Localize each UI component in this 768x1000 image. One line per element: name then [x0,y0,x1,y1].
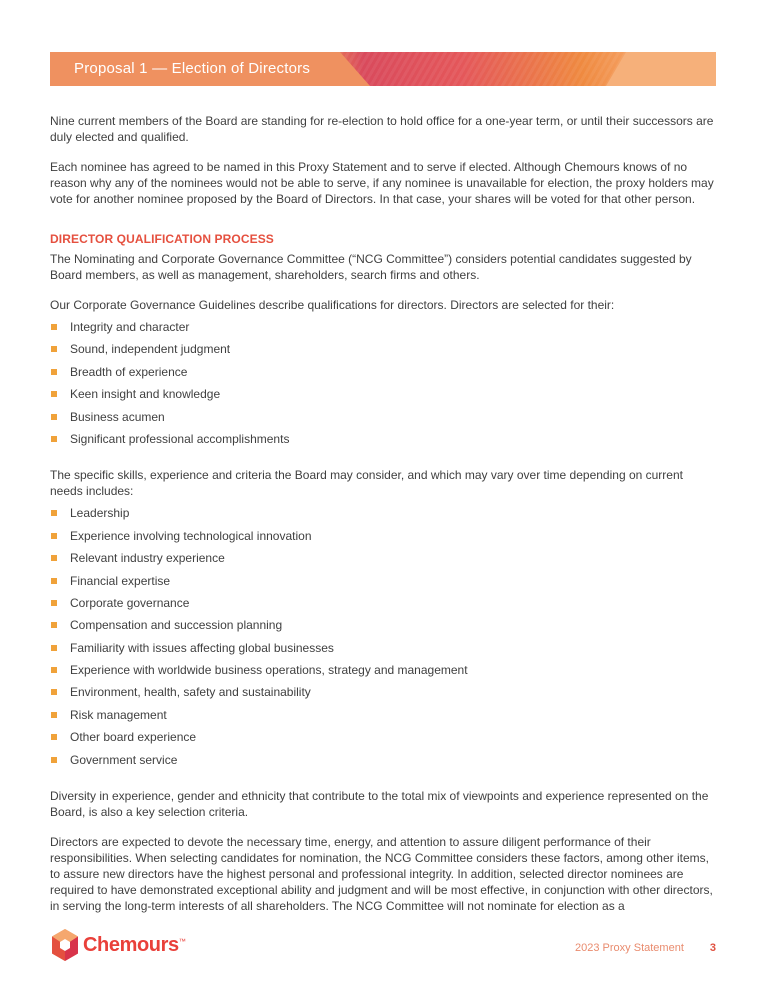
bullet-square-icon [51,324,57,330]
list-item-label: Compensation and succession planning [70,618,283,633]
list-item [50,341,716,363]
list-item-label: Environment, health, safety and sustainability [70,685,311,700]
skills-list [50,505,716,774]
intro-paragraph-1: Nine current members of the Board are standing for re-election to hold office for a one-year term, or until their successors are duly elected and qualified. [50,114,714,144]
page-footer [575,942,716,954]
bullet-square-icon [51,689,57,695]
list-item [50,573,716,595]
logo-wordmark [83,934,185,957]
bullet-square-icon [51,391,57,397]
list-item-label: Risk management [70,707,167,722]
list-item [50,319,716,341]
bullet-square-icon [51,555,57,561]
section-paragraph-1: The Nominating and Corporate Governance Committee (“NCG Committee”) considers potential candidates suggested by Board members, as well as management, shareholders, search firms and others. [50,252,692,282]
list-item [50,550,716,572]
list-item [50,528,716,550]
main-content [50,113,716,928]
section-banner [50,52,716,86]
list-item [50,707,716,729]
list-item [50,640,716,662]
list-item [50,595,716,617]
list-item [50,617,716,639]
list-item-label: Other board experience [70,730,197,745]
list-item-label: Experience involving technological innovation [70,528,312,543]
list-item-label: Business acumen [70,409,165,424]
list-item-label: Breadth of experience [70,364,188,379]
list-item [50,684,716,706]
list-item [50,505,716,527]
list-item-label: Relevant industry experience [70,551,225,566]
bullet-square-icon [51,712,57,718]
logo-trademark: ™ [178,937,186,945]
list-item [50,752,716,774]
bullet-square-icon [51,414,57,420]
bullet-square-icon [51,645,57,651]
bullet-square-icon [51,510,57,516]
bullet-square-icon [51,346,57,352]
list-item-label: Sound, independent judgment [70,342,231,357]
section-paragraph-2: Our Corporate Governance Guidelines describe qualifications for directors. Directors are selected for their: [50,298,615,312]
page-number: 3 [709,942,716,954]
section-heading: DIRECTOR QUALIFICATION PROCESS [50,232,274,246]
footer-doc-title: 2023 Proxy Statement [575,942,684,954]
list-item [50,662,716,684]
bullet-square-icon [51,667,57,673]
list-item [50,409,716,431]
list-item-label: Corporate governance [70,595,190,610]
list-item-label: Familiarity with issues affecting global businesses [70,640,334,655]
bullet-square-icon [51,436,57,442]
list-item-label: Significant professional accomplishments [70,431,290,446]
bullet-square-icon [51,578,57,584]
list-item-label: Integrity and character [70,320,190,334]
chemours-logo [51,928,185,962]
list-item-label: Financial expertise [70,573,171,588]
qualities-list [50,319,716,453]
page-title: Proposal 1 — Election of Directors [74,60,311,77]
list-item-label: Keen insight and knowledge [70,387,221,402]
list-item [50,386,716,408]
section-paragraph-5: Directors are expected to devote the necessary time, energy, and attention to assure diligent performance of their responsibilities. When selecting candidates for nomination, the NCG Committee considers these factors, among other items, to assure new directors have the highest personal and professional integrity. In addition, selected director nominees are required to have demonstrated exceptional ability and judgment and will be most effective, in conjunction with other directors, in serving the long-term interests of all shareholders. The NCG Committee will not nominate for election as a [50,835,713,914]
list-item [50,729,716,751]
bullet-square-icon [51,622,57,628]
section-paragraph-4: Diversity in experience, gender and ethnicity that contribute to the total mix of viewpoints and experience represented on the Board, is also a key selection criteria. [50,789,709,820]
intro-paragraph-2: Each nominee has agreed to be named in this Proxy Statement and to serve if elected. Although Chemours knows of no reason why any of the nominees would not be able to serve, if any nominee is unavailable for election, the proxy holders may vote for another nominee proposed by the Board of Directors. In that case, your shares will be voted for that other person. [50,160,714,206]
chemours-hexagon-icon [51,928,79,962]
bullet-square-icon [51,533,57,539]
bullet-square-icon [51,600,57,606]
list-item-label: Experience with worldwide business operations, strategy and management [70,663,468,678]
bullet-square-icon [51,757,57,763]
list-item [50,431,716,453]
list-item [50,364,716,386]
logo-text: Chemours [83,933,179,956]
bullet-square-icon [51,369,57,375]
list-item-label: Leadership [70,506,130,521]
bullet-square-icon [51,734,57,740]
banner-stripes [340,52,640,86]
section-paragraph-3: The specific skills, experience and criteria the Board may consider, and which may vary over time depending on current needs includes: [50,468,683,499]
list-item-label: Government service [70,752,178,767]
